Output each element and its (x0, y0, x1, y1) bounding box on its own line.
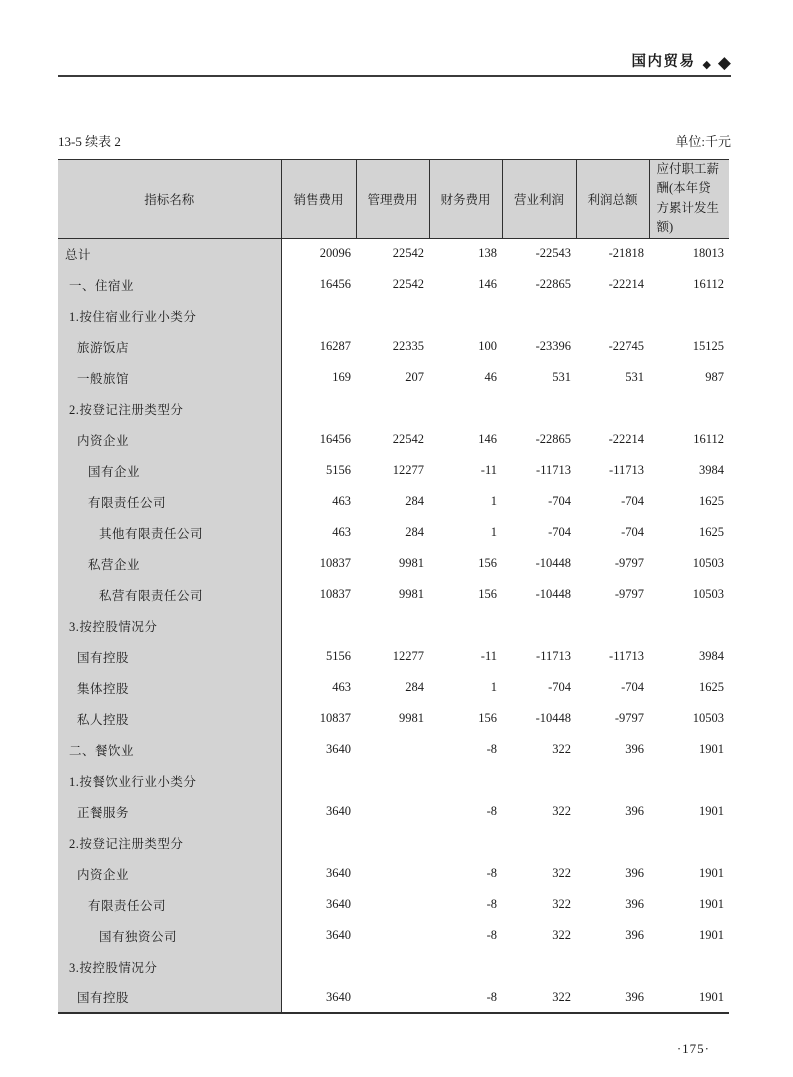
row-value (429, 765, 502, 796)
row-value (281, 610, 356, 641)
row-value (576, 765, 649, 796)
row-label: 国有企业 (58, 455, 281, 486)
row-value: 3984 (699, 649, 724, 663)
row-value: -704 (548, 525, 571, 539)
row-value: 1625 (699, 525, 724, 539)
row-value: 396 (625, 742, 644, 756)
row-value: -22543 (535, 246, 571, 261)
row-value (356, 393, 429, 424)
table-row (58, 486, 729, 517)
row-value: -11713 (609, 649, 644, 663)
row-value: 3640 (326, 742, 351, 756)
table-caption-row (58, 131, 731, 150)
row-value (356, 610, 429, 641)
row-value: 10837 (319, 556, 351, 570)
row-value: -11 (480, 649, 497, 663)
row-value (576, 951, 649, 982)
table-row (58, 920, 729, 951)
row-value: 463 (332, 525, 351, 539)
row-value: 396 (625, 897, 644, 911)
row-value (356, 858, 429, 889)
row-value: -21818 (608, 246, 644, 261)
table-row (58, 362, 729, 393)
row-value: 1625 (699, 680, 724, 694)
row-value: -8 (486, 742, 497, 756)
row-value: -9797 (614, 556, 644, 570)
row-value: -11713 (536, 649, 571, 663)
row-value: 46 (484, 370, 497, 384)
row-value: 322 (552, 742, 571, 756)
row-value: 16287 (319, 339, 351, 353)
table-row (58, 548, 729, 579)
row-value (281, 300, 356, 331)
row-value: -10448 (535, 556, 571, 570)
row-label: 国有控股 (58, 982, 281, 1013)
row-value (356, 951, 429, 982)
row-value (429, 393, 502, 424)
row-label: 有限责任公司 (58, 889, 281, 920)
row-value: 396 (625, 804, 644, 818)
row-value: 156 (478, 556, 497, 570)
section-title: 国内贸易 (631, 54, 696, 70)
row-value: 531 (552, 370, 571, 384)
row-value: 1 (490, 680, 497, 694)
diamond-small-icon: ◆ (702, 58, 711, 71)
row-value: 5156 (326, 463, 351, 477)
row-value: 16112 (693, 432, 724, 446)
row-label: 内资企业 (58, 858, 281, 889)
row-value: 22542 (392, 246, 424, 261)
row-value: 12277 (392, 649, 424, 663)
row-value: 3640 (326, 866, 351, 880)
row-value: 156 (478, 587, 497, 601)
row-value (502, 951, 576, 982)
table-row (58, 579, 729, 610)
row-value: 16112 (693, 277, 724, 291)
row-label: 正餐服务 (58, 796, 281, 827)
row-value: 10837 (319, 711, 351, 725)
table-body (58, 238, 729, 1013)
row-value: 1901 (699, 866, 724, 880)
row-value: 18013 (692, 246, 724, 261)
row-value: -704 (548, 494, 571, 508)
row-value: 22542 (392, 432, 424, 446)
row-label: 2.按登记注册类型分 (58, 393, 281, 424)
row-value (649, 827, 729, 858)
row-value: -22865 (535, 277, 571, 291)
row-value (356, 982, 429, 1013)
row-value (281, 951, 356, 982)
table-row (58, 300, 729, 331)
row-value: -10448 (535, 711, 571, 725)
row-value: 22335 (392, 339, 424, 353)
statistics-table (58, 159, 729, 1014)
row-value: 284 (405, 680, 424, 694)
row-value: -22865 (535, 432, 571, 446)
row-value (502, 393, 576, 424)
row-label: 3.按控股情况分 (58, 610, 281, 641)
diamond-large-icon: ◆ (717, 53, 731, 72)
row-value: 22542 (392, 277, 424, 291)
row-value: 3984 (699, 463, 724, 477)
row-value: 1901 (699, 897, 724, 911)
row-value (502, 827, 576, 858)
table-row (58, 238, 729, 269)
row-value: 20096 (319, 246, 351, 261)
row-value: 3640 (326, 989, 351, 1004)
row-value (502, 610, 576, 641)
row-label: 1.按住宿业行业小类分 (58, 300, 281, 331)
table-row (58, 610, 729, 641)
row-value: 1901 (699, 989, 724, 1004)
row-label: 国有控股 (58, 641, 281, 672)
col-header-sales-expense: 销售费用 (281, 160, 356, 239)
row-value: 1 (490, 494, 497, 508)
row-value: 3640 (326, 928, 351, 942)
row-value: -22214 (608, 277, 644, 291)
table-row (58, 796, 729, 827)
table-row (58, 765, 729, 796)
row-value: -9797 (614, 587, 644, 601)
row-value: 463 (332, 680, 351, 694)
col-header-payable-payroll: 应付职工薪酬(本年贷方累计发生额) (649, 160, 729, 239)
row-value: 16456 (319, 432, 351, 446)
row-value (281, 393, 356, 424)
table-row (58, 455, 729, 486)
col-header-total-profit: 利润总额 (576, 160, 649, 239)
row-value: 12277 (392, 463, 424, 477)
row-value (356, 920, 429, 951)
row-value: -8 (486, 928, 497, 942)
row-label: 内资企业 (58, 424, 281, 455)
row-value: -22214 (608, 432, 644, 446)
row-value: 396 (625, 866, 644, 880)
row-value (649, 610, 729, 641)
row-value: -704 (621, 680, 644, 694)
row-value (429, 610, 502, 641)
table-row (58, 951, 729, 982)
row-value (356, 796, 429, 827)
row-value: 146 (478, 277, 497, 291)
row-value: -8 (486, 804, 497, 818)
row-value: -9797 (614, 711, 644, 725)
col-header-admin-expense: 管理费用 (356, 160, 429, 239)
row-value: -11713 (609, 463, 644, 477)
row-value: 396 (625, 989, 644, 1004)
row-value: 322 (552, 897, 571, 911)
row-value: -704 (621, 494, 644, 508)
col-header-indicator-name: 指标名称 (58, 160, 281, 239)
row-value (576, 827, 649, 858)
table-row (58, 269, 729, 300)
page-number: ·175· (676, 1041, 710, 1056)
table-row (58, 424, 729, 455)
row-value: 9981 (399, 556, 424, 570)
row-value (356, 734, 429, 765)
row-value: 322 (552, 866, 571, 880)
row-value: -22745 (608, 339, 644, 353)
row-value: 3640 (326, 804, 351, 818)
row-value: 146 (478, 432, 497, 446)
row-value (429, 827, 502, 858)
table-row (58, 331, 729, 362)
row-value (649, 765, 729, 796)
row-value: 1901 (699, 804, 724, 818)
table-row (58, 982, 729, 1013)
row-label: 国有独资公司 (58, 920, 281, 951)
table-row (58, 393, 729, 424)
col-header-financial-expense: 财务费用 (429, 160, 502, 239)
row-value: -23396 (535, 339, 571, 353)
row-value: 138 (478, 246, 497, 261)
row-label: 一、住宿业 (58, 269, 281, 300)
row-value (576, 300, 649, 331)
row-label: 二、餐饮业 (58, 734, 281, 765)
row-value: 3640 (326, 897, 351, 911)
row-value (649, 393, 729, 424)
row-label: 私营企业 (58, 548, 281, 579)
row-value (281, 827, 356, 858)
row-value: 5156 (326, 649, 351, 663)
row-value (502, 300, 576, 331)
table-header (58, 160, 729, 239)
row-value: 322 (552, 928, 571, 942)
row-label: 2.按登记注册类型分 (58, 827, 281, 858)
row-value (429, 951, 502, 982)
row-value: -704 (548, 680, 571, 694)
row-value: 284 (405, 525, 424, 539)
row-value (281, 765, 356, 796)
row-value: 10837 (319, 587, 351, 601)
row-value: -11 (480, 463, 497, 477)
row-value: 1 (490, 525, 497, 539)
table-row (58, 517, 729, 548)
table-row (58, 734, 729, 765)
row-label: 3.按控股情况分 (58, 951, 281, 982)
row-value: 10503 (692, 587, 724, 601)
table-row (58, 641, 729, 672)
table-row (58, 889, 729, 920)
row-value: 207 (405, 370, 424, 384)
row-value (576, 393, 649, 424)
row-value: 1901 (699, 742, 724, 756)
row-value: 10503 (692, 556, 724, 570)
table-number: 13-5 续表 2 (58, 134, 121, 149)
row-value: 322 (552, 804, 571, 818)
table-row (58, 703, 729, 734)
row-value: 1625 (699, 494, 724, 508)
row-value (649, 951, 729, 982)
row-label: 一般旅馆 (58, 362, 281, 393)
row-value (502, 765, 576, 796)
row-value: 531 (625, 370, 644, 384)
table-row (58, 858, 729, 889)
row-value: 396 (625, 928, 644, 942)
row-value: 16456 (319, 277, 351, 291)
row-value: 9981 (399, 587, 424, 601)
row-value: 284 (405, 494, 424, 508)
col-header-operating-profit: 营业利润 (502, 160, 576, 239)
row-label: 旅游饭店 (58, 331, 281, 362)
row-value: -8 (486, 866, 497, 880)
row-value: 10503 (692, 711, 724, 725)
row-value (356, 889, 429, 920)
row-value: 1901 (699, 928, 724, 942)
row-value: -8 (486, 897, 497, 911)
row-label: 集体控股 (58, 672, 281, 703)
row-value (356, 827, 429, 858)
row-label: 其他有限责任公司 (58, 517, 281, 548)
row-label: 有限责任公司 (58, 486, 281, 517)
row-value: 169 (332, 370, 351, 384)
row-value: 322 (552, 989, 571, 1004)
page (58, 0, 731, 1057)
row-value: 15125 (692, 339, 724, 353)
row-value (429, 300, 502, 331)
table-row (58, 672, 729, 703)
row-label: 私营有限责任公司 (58, 579, 281, 610)
running-head (58, 0, 731, 77)
row-value: -10448 (535, 587, 571, 601)
row-value (649, 300, 729, 331)
row-value: 9981 (399, 711, 424, 725)
row-value: 156 (478, 711, 497, 725)
row-value (576, 610, 649, 641)
row-value: -8 (486, 989, 497, 1004)
row-value (356, 300, 429, 331)
row-value: 100 (478, 339, 497, 353)
table-row (58, 827, 729, 858)
row-value (356, 765, 429, 796)
row-label: 1.按餐饮业行业小类分 (58, 765, 281, 796)
row-value: -11713 (536, 463, 571, 477)
unit-label: 单位:千元 (675, 134, 731, 149)
row-label: 私人控股 (58, 703, 281, 734)
row-value: 987 (705, 370, 724, 384)
row-value: 463 (332, 494, 351, 508)
row-value: -704 (621, 525, 644, 539)
row-label: 总计 (58, 238, 281, 269)
